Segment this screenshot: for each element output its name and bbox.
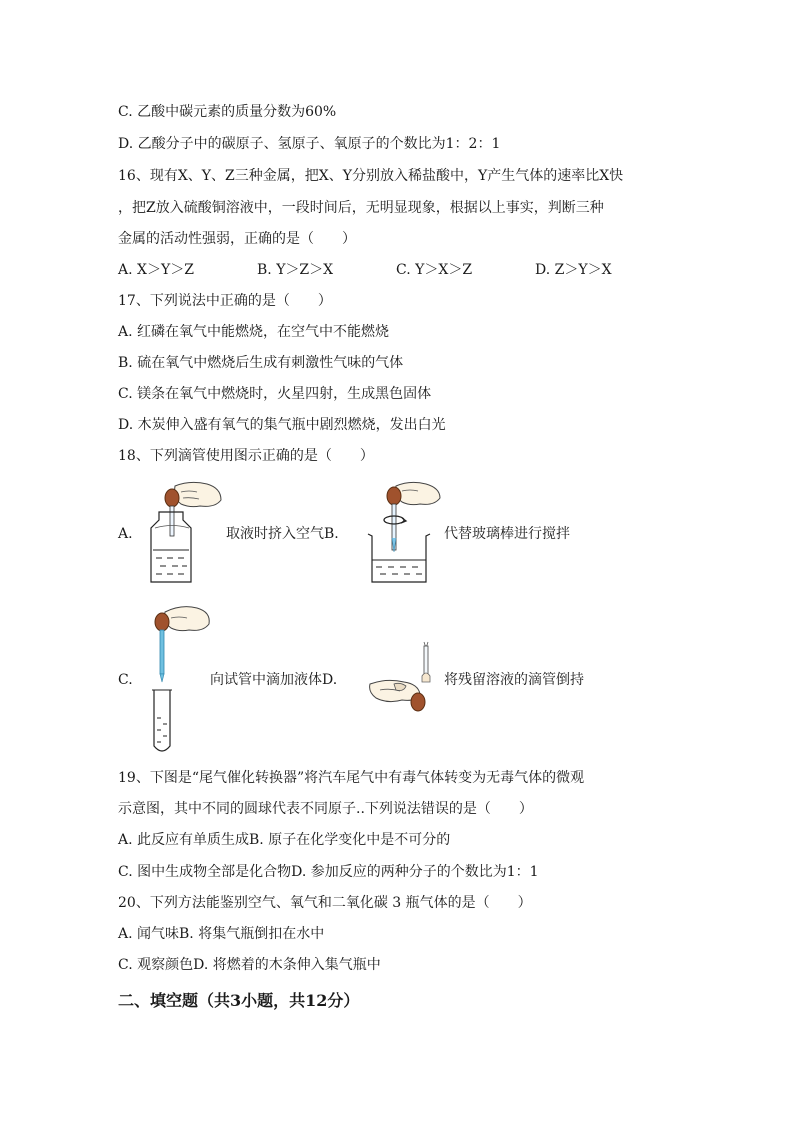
q18-caption-b: 代替玻璃棒进行搅拌 (444, 526, 570, 542)
q20-stem: 20、下列方法能鉴别空气、氧气和二氧化碳 3 瓶气体的是（ ） (118, 895, 532, 911)
q17-option-a: A. 红磷在氧气中能燃烧，在空气中不能燃烧 (118, 324, 390, 340)
q18-figure-a-dropper-in-bottle (145, 478, 225, 586)
q17-option-b: B. 硫在氧气中燃烧后生成有刺激性气味的气体 (118, 355, 404, 371)
q18-caption-d: 将残留溶液的滴管倒持 (444, 672, 584, 688)
q19-stem-line1: 19、下图是“尾气催化转换器”将汽车尾气中有毒气体转变为无毒气体的微观 (118, 770, 585, 786)
q18-label-c: C. (118, 672, 133, 688)
q16-option-a: A. X＞Y＞Z (118, 262, 194, 278)
q15-option-d: D. 乙酸分子中的碳原子、氢原子、氧原子的个数比为1：2：1 (118, 136, 501, 152)
q18-caption-c: 向试管中滴加液体D. (210, 672, 338, 688)
q16-stem-line2: ，把Z放入硫酸铜溶液中，一段时间后，无明显现象，根据以上事实，判断三种 (118, 200, 604, 216)
section-2-title: 二、填空题（共3小题，共12分） (118, 991, 360, 1010)
q20-options-ab: A. 闻气味B. 将集气瓶倒扣在水中 (118, 926, 325, 942)
q16-option-b: B. Y＞Z＞X (257, 262, 334, 278)
q18-figure-c-dropper-above-test-tube (145, 600, 215, 756)
q16-option-c: C. Y＞X＞Z (396, 262, 473, 278)
q16-option-d: D. Z＞Y＞X (535, 262, 612, 278)
q16-stem-line3: 金属的活动性强弱，正确的是（ ） (118, 231, 356, 247)
q17-option-c: C. 镁条在氧气中燃烧时，火星四射，生成黑色固体 (118, 386, 432, 402)
q19-options-cd: C. 图中生成物全部是化合物D. 参加反应的两种分子的个数比为1：1 (118, 864, 539, 880)
q15-option-c: C. 乙酸中碳元素的质量分数为60% (118, 104, 337, 120)
q16-stem-line1: 16、现有X、Y、Z三种金属，把X、Y分别放入稀盐酸中，Y产生气体的速率比X快 (118, 168, 624, 184)
q18-figure-b-dropper-stirring (364, 478, 444, 586)
q18-caption-a: 取液时挤入空气B. (226, 526, 339, 542)
q19-stem-line2: 示意图，其中不同的圆球代表不同原子..下列说法错误的是（ ） (118, 801, 533, 817)
q18-figure-d-dropper-inverted (366, 638, 438, 716)
q17-stem: 17、下列说法中正确的是（ ） (118, 293, 332, 309)
q17-option-d: D. 木炭伸入盛有氧气的集气瓶中剧烈燃烧，发出白光 (118, 417, 446, 433)
q19-options-ab: A. 此反应有单质生成B. 原子在化学变化中是不可分的 (118, 832, 451, 848)
q20-options-cd: C. 观察颜色D. 将燃着的木条伸入集气瓶中 (118, 957, 381, 973)
q18-label-a: A. (118, 526, 133, 542)
q18-stem: 18、下列滴管使用图示正确的是（ ） (118, 448, 374, 464)
